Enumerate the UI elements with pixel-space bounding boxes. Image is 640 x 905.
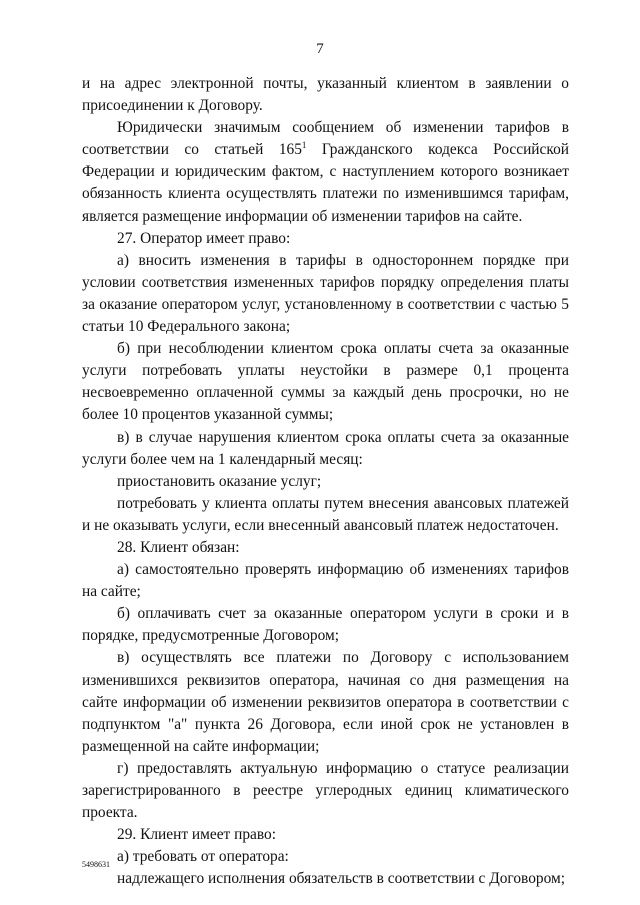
paragraph: а) требовать от оператора: (117, 848, 289, 866)
paragraph: и на адрес электронной почты, указанный клиентом в заявлении о присоединении к Договору. (82, 75, 569, 115)
paragraph-text: Юридически значимым сообщением об изменении тарифов в соответствии со статьей 165 (82, 119, 569, 159)
paragraph: 27. Оператор имеет право: (117, 229, 291, 247)
paragraph: в) в случае нарушения клиентом срока оплаты счета за оказанные услуги более чем на 1 календарный месяц: (82, 428, 569, 468)
paragraph: а) самостоятельно проверять информацию об изменениях тарифов на сайте; (82, 561, 569, 601)
footnote-superscript: 1 (301, 140, 307, 151)
document-body (82, 73, 569, 890)
paragraph: б) при несоблюдении клиентом срока оплаты счета за оказанные услуги потребовать уплаты неустойки в размере 0,1 процента несвоевременно оплаченной суммы за каждый день просрочки, но не более 10 процентов указанной суммы; (82, 340, 569, 424)
paragraph: приостановить оказание услуг; (117, 472, 322, 490)
page-number: 7 (316, 41, 324, 57)
paragraph-text: Гражданского кодекса Российской Федерации и юридическим фактом, с наступлением которого возникает обязанность клиента осуществлять платежи по изменившимся тарифам, является размещение информации об изменении тарифов на сайте. (82, 141, 570, 225)
paragraph: в) осуществлять все платежи по Договору с использованием изменившихся реквизитов оператора, начиная со дня размещения на сайте информации об изменении реквизитов оператора в соответствии с подпунктом "а" пункта 26 Договора, если иной срок не установлен в размещенной на сайте информации; (82, 649, 569, 755)
paragraph: б) оплачивать счет за оказанные оператором услуги в сроки и в порядке, предусмотренные Договором; (82, 605, 569, 645)
paragraph: г) предоставлять актуальную информацию о статусе реализации зарегистрированного в реестре углеродных единиц климатического проекта. (82, 759, 569, 822)
paragraph: надлежащего исполнения обязательств в соответствии с Договором; (117, 870, 566, 888)
paragraph: 28. Клиент обязан: (117, 538, 240, 556)
paragraph: а) вносить изменения в тарифы в одностороннем порядке при условии соответствия измененных тарифов порядку определения платы за оказание оператором услуг, установленному в соответствии с частью 5 статьи 10 Федерального закона; (82, 251, 569, 336)
document-code: 5498631 (82, 860, 110, 869)
paragraph: потребовать у клиента оплаты путем внесения авансовых платежей и не оказывать услуги, если внесенный авансовый платеж недостаточен. (82, 494, 569, 534)
paragraph: 29. Клиент имеет право: (117, 826, 277, 844)
paragraph (82, 117, 569, 227)
